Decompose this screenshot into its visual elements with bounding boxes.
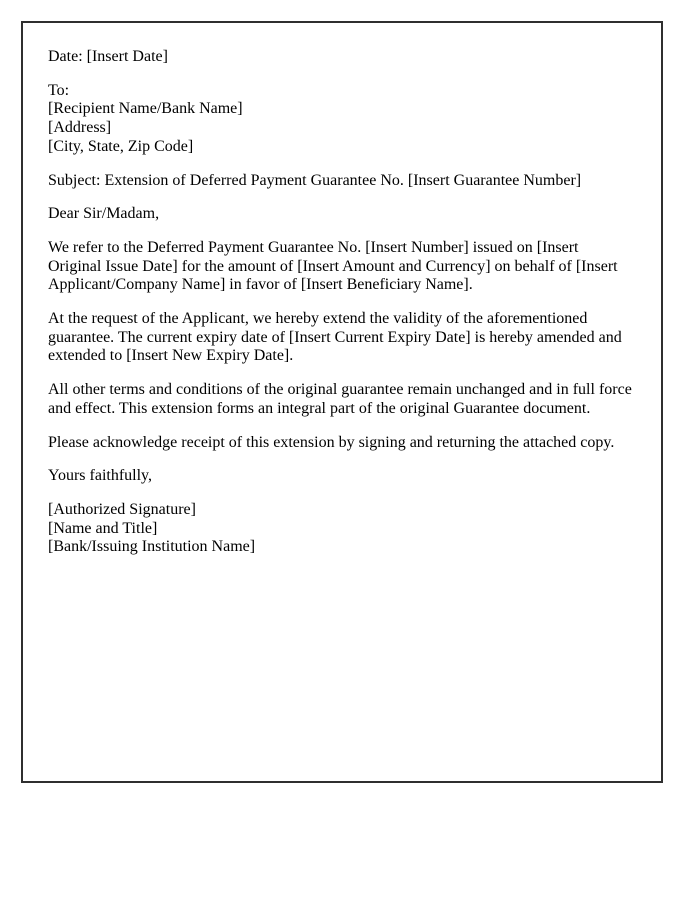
paragraph-line: Please acknowledge receipt of this extension by signing and returning the attached copy. [48,433,615,451]
body-paragraph-4 [48,434,636,453]
signature-line: [Bank/Issuing Institution Name] [48,538,256,556]
signature-line: [Name and Title] [48,519,158,537]
recipient-name-line: [Recipient Name/Bank Name] [48,100,243,118]
closing: Yours faithfully, [48,467,153,485]
salutation-block [48,205,636,224]
date-block [48,48,636,67]
closing-block [48,467,636,486]
recipient-city-line: [City, State, Zip Code] [48,137,194,155]
body-paragraph-1 [48,239,636,295]
body-paragraph-3 [48,381,636,418]
signature-block [48,501,636,557]
subject-line: Subject: Extension of Deferred Payment Guarantee No. [Insert Guarantee Number] [48,171,582,189]
subject-block [48,172,636,191]
paragraph-line: We refer to the Deferred Payment Guarantee No. [Insert Number] issued on [Insert [48,238,579,256]
paragraph-line: and effect. This extension forms an integral part of the original Guarantee document. [48,399,591,417]
paragraph-line: Applicant/Company Name] in favor of [Insert Beneficiary Name]. [48,276,473,294]
paragraph-line: All other terms and conditions of the original guarantee remain unchanged and in full force [48,381,632,399]
recipient-address-line: [Address] [48,119,112,137]
signature-line: [Authorized Signature] [48,500,196,518]
paragraph-line: guarantee. The current expiry date of [Insert Current Expiry Date] is hereby amended and [48,328,622,346]
letter-body [48,48,636,557]
paragraph-line: Original Issue Date] for the amount of [Insert Amount and Currency] on behalf of [Insert [48,257,618,275]
body-paragraph-2 [48,310,636,366]
paragraph-line: At the request of the Applicant, we hereby extend the validity of the aforementioned [48,310,588,328]
recipient-block [48,82,636,157]
recipient-to-line: To: [48,81,70,99]
letter-document [21,21,663,783]
paragraph-line: extended to [Insert New Expiry Date]. [48,347,294,365]
date-line: Date: [Insert Date] [48,48,168,65]
salutation: Dear Sir/Madam, [48,205,160,223]
